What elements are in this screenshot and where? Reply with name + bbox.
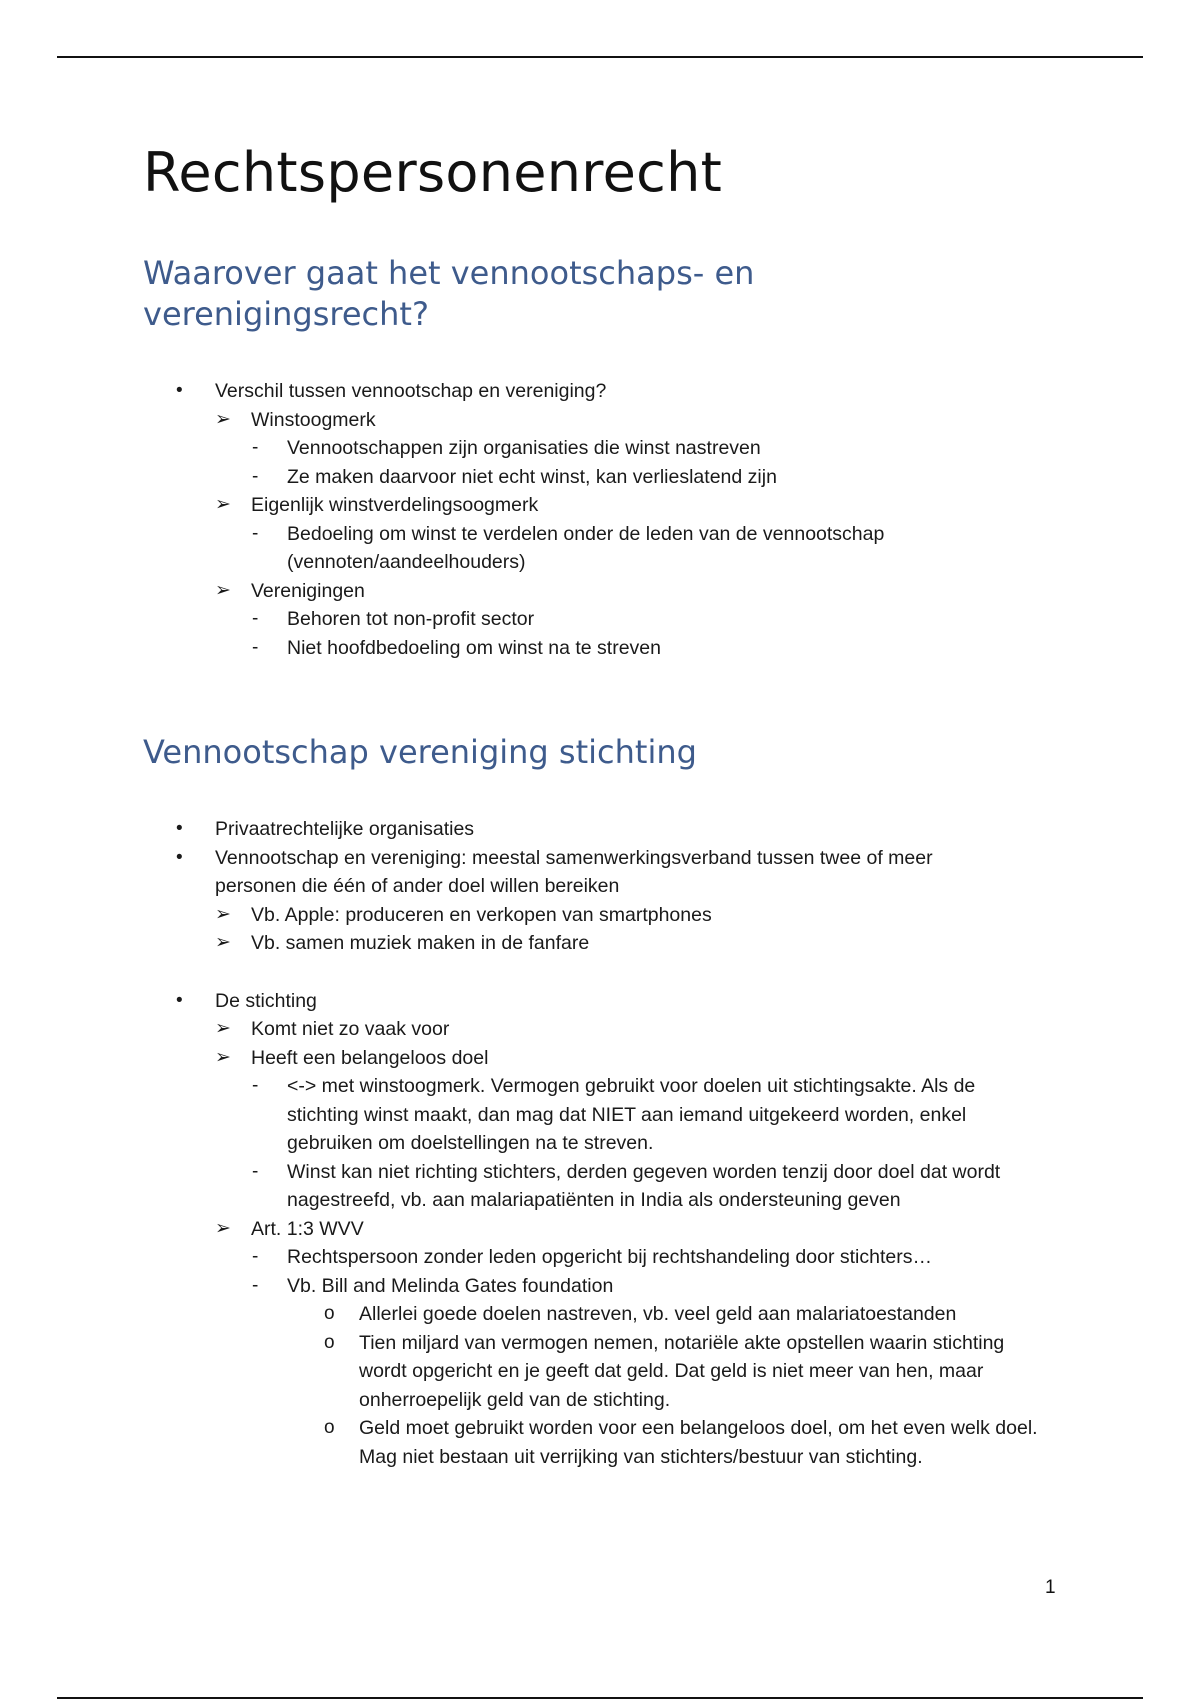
- list-item: • Vennootschap en vereniging: meestal samenwerkingsverband tussen twee of meer personen die één of ander doel willen bereiken: [143, 844, 1015, 901]
- list-item: - Rechtspersoon zonder leden opgericht bij rechtshandeling door stichters…: [143, 1243, 1063, 1272]
- list-item: - <-> met winstoogmerk. Vermogen gebruikt voor doelen uit stichtingsakte. Als de stichting winst maakt, dan mag dat NIET aan iemand uitgekeerd worden, enkel gebruiken om doelstellingen na te streven.: [143, 1072, 1043, 1158]
- dash-marker: -: [252, 522, 259, 544]
- section-2-list: [143, 815, 1063, 958]
- list-item: o Tien miljard van vermogen nemen, notariële akte opstellen waarin stichting wordt opgericht en je geeft dat geld. Dat geld is niet meer van hen, maar onherroepelijk geld van de stichting.: [143, 1329, 1057, 1415]
- arrow-bullet-icon: ➢: [215, 1217, 231, 1239]
- dash-marker: -: [252, 465, 259, 487]
- bullet-marker: •: [176, 818, 183, 839]
- list-item: ➢ Komt niet zo vaak voor: [143, 1015, 1063, 1044]
- list-item: ➢ Vb. samen muziek maken in de fanfare: [143, 929, 1063, 958]
- footer-rule: [57, 1697, 1143, 1699]
- list-item: - Ze maken daarvoor niet echt winst, kan verlieslatend zijn: [143, 463, 1063, 492]
- section-2-list-stichting: [143, 987, 1063, 1472]
- list-item: ➢ Heeft een belangeloos doel: [143, 1044, 1063, 1073]
- circle-bullet-icon: o: [324, 1303, 335, 1324]
- list-item: o Allerlei goede doelen nastreven, vb. veel geld aan malariatoestanden: [143, 1300, 1057, 1329]
- dash-marker: -: [252, 1075, 259, 1096]
- arrow-bullet-icon: ➢: [215, 408, 231, 430]
- header-rule: [57, 56, 1143, 58]
- arrow-bullet-icon: ➢: [215, 903, 231, 925]
- list-item: • Verschil tussen vennootschap en vereniging?: [143, 377, 1063, 406]
- dash-marker: -: [252, 437, 259, 458]
- arrow-bullet-icon: ➢: [215, 932, 231, 953]
- list-item: - Winst kan niet richting stichters, derden gegeven worden tenzij door doel dat wordt nagestreefd, vb. aan malariapatiënten in India als ondersteuning geven: [143, 1158, 1043, 1215]
- dash-marker: -: [252, 1246, 259, 1267]
- circle-bullet-icon: o: [324, 1417, 335, 1438]
- section-1-list: [143, 377, 1063, 662]
- section-heading-1-line1: Waarover gaat het vennootschaps- en: [143, 254, 755, 292]
- list-item: ➢ Art. 1:3 WVV: [143, 1215, 1063, 1244]
- arrow-bullet-icon: ➢: [215, 494, 231, 515]
- bullet-marker: •: [176, 380, 183, 401]
- list-item: ➢ Eigenlijk winstverdelingsoogmerk: [143, 491, 1063, 520]
- document-page: [143, 140, 1063, 1471]
- dash-marker: -: [252, 1160, 259, 1182]
- circle-bullet-icon: o: [324, 1331, 335, 1353]
- bullet-marker: •: [176, 989, 183, 1011]
- list-item: ➢ Verenigingen: [143, 577, 1063, 606]
- list-item: • Privaatrechtelijke organisaties: [143, 815, 1063, 844]
- section-heading-2: Vennootschap vereniging stichting: [143, 733, 697, 771]
- list-item: o Geld moet gebruikt worden voor een belangeloos doel, om het even welk doel. Mag niet bestaan uit verrijking van stichters/bestuur van stichting.: [143, 1414, 1057, 1471]
- list-item: - Behoren tot non-profit sector: [143, 605, 1063, 634]
- list-item: ➢ Vb. Apple: produceren en verkopen van smartphones: [143, 901, 1063, 930]
- dash-marker: -: [252, 608, 259, 629]
- document-title: Rechtspersonenrecht: [143, 141, 723, 204]
- arrow-bullet-icon: ➢: [215, 579, 231, 601]
- list-item: • De stichting: [143, 987, 1063, 1016]
- list-item: - Vennootschappen zijn organisaties die winst nastreven: [143, 434, 1063, 463]
- list-item: - Niet hoofdbedoeling om winst na te streven: [143, 634, 1063, 663]
- list-item: - Bedoeling om winst te verdelen onder de leden van de vennootschap (vennoten/aandeelhouders): [143, 520, 927, 577]
- page-number: 1: [1045, 1577, 1056, 1598]
- section-heading-1: [143, 253, 1063, 335]
- section-heading-1-line2: verenigingsrecht?: [143, 295, 429, 333]
- list-item: ➢ Winstoogmerk: [143, 406, 1063, 435]
- dash-marker: -: [252, 636, 259, 658]
- list-item: - Vb. Bill and Melinda Gates foundation: [143, 1272, 1063, 1301]
- bullet-marker: •: [176, 846, 183, 868]
- arrow-bullet-icon: ➢: [215, 1018, 231, 1039]
- dash-marker: -: [252, 1274, 259, 1296]
- arrow-bullet-icon: ➢: [215, 1046, 231, 1068]
